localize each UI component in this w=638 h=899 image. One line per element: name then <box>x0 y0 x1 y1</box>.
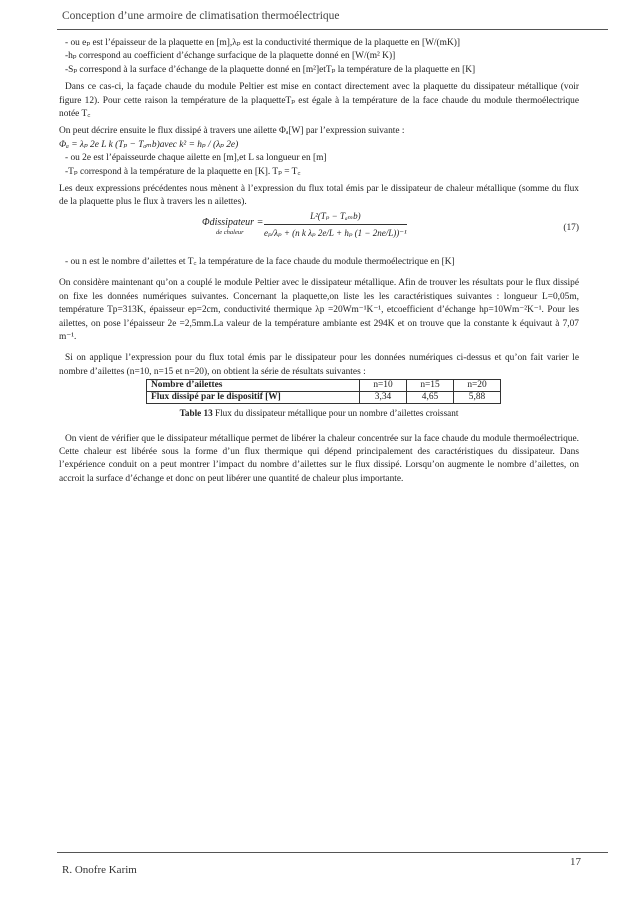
definition-line: - ou 2e est l’épaisseurde chaque ailette en [m],et L sa longueur en [m] <box>65 153 327 164</box>
equation-lhs-subscript: de chaleur <box>216 229 244 237</box>
table-cell: 4,65 <box>407 392 454 404</box>
page-number: 17 <box>570 856 581 868</box>
table-caption <box>59 407 579 420</box>
equation-number: (17) <box>563 222 579 233</box>
table-cell: Flux dissipé par le dispositif [W] <box>147 392 360 404</box>
definition-line: - ou eₚ est l’épaisseur de la plaquette en [m],λₚ est la conductivité thermique de la plaquette en [W/(mK)] <box>65 38 460 48</box>
paragraph: On peut décrire ensuite le flux dissipé à travers une ailette Φₐ[W] par l’expression suivante : <box>59 126 405 137</box>
table-cell: 3,34 <box>360 392 407 404</box>
equation-fraction <box>264 210 407 241</box>
table-cell: 5,88 <box>454 392 501 404</box>
table-row <box>147 380 501 392</box>
equation-denominator: eₚ/λₚ + (n k λₚ 2e/L + hₚ (1 − 2ne/L))⁻¹ <box>264 228 407 239</box>
table-cell: n=20 <box>454 380 501 392</box>
paragraph: Dans ce cas-ci, la façade chaude du module Peltier est mise en contact directement avec la plaquette du dissipateur métallique (voir figure 12). Pour cette raison la température de la plaquetteTₚ est égale à la température de la face chaude du module thermoélectrique notée T꜀ <box>59 82 579 120</box>
table-cell: Nombre d’ailettes <box>147 380 360 392</box>
equation-lhs: Φdissipateur = de chaleur <box>202 216 264 237</box>
definition-line: -Tₚ correspond à la température de la plaquette en [K]. Tₚ = T꜀ <box>65 166 301 177</box>
equation-total-flux <box>59 210 579 256</box>
caption-label: Table 13 <box>179 408 213 419</box>
paragraph: Les deux expressions précédentes nous mènent à l’expression du flux total émis par le dissipateur de chaleur métallique (somme du flux de la plaquette plus le flux à travers les n ailettes). <box>59 184 579 208</box>
paragraph: On vient de vérifier que le dissipateur métallique permet de libérer la chaleur concentrée sur la face chaude du module thermoélectrique. Cette chaleur est libérée sous la forme d’un flux thermique qui dépend principalement des caractéristiques du dissipateur. Dans l’expérience conduit on a peut montrer l’impact du nombre d’ailettes sur le flux dissipé. Lorsqu’on augmente le nombre d’ailettes, on accroit la surface d’échange et donc on peut libérer une quantité de chaleur plus importante. <box>59 433 579 484</box>
paragraph: Si on applique l’expression pour du flux total émis par le dissipateur pour les données numériques ci-dessus et qu’on fait varier le nombre d’ailettes (n=10, n=15 et n=20), on obtient la série de résultats suivantes : <box>59 353 579 377</box>
header-rule <box>57 29 608 30</box>
definition-line: -hₚ correspond au coefficient d’échange surfacique de la plaquette donné en [W/(m² K)] <box>65 51 396 62</box>
caption-text: Flux du dissipateur métallique pour un nombre d’ailettes croissant <box>214 408 459 419</box>
table-cell: n=10 <box>360 380 407 392</box>
definition-line: - ou n est le nombre d’ailettes et T꜀ la température de la face chaude du module thermoélectrique en [K] <box>65 256 455 267</box>
footer-rule <box>57 852 608 853</box>
definition-line: -Sₚ correspond à la surface d’échange de la plaquette donné en [m²]etTₚ la température de la plaquette en [K] <box>65 64 476 75</box>
results-table <box>146 379 501 404</box>
running-header: Conception d’une armoire de climatisation thermoélectrique <box>62 10 340 22</box>
table-cell: n=15 <box>407 380 454 392</box>
equation-fin-flux: Φₐ = λₚ 2e L k (Tₚ − Tₐₘb)avec k² = hₚ / (λₚ 2e) <box>59 139 239 150</box>
footer-author: R. Onofre Karim <box>62 864 137 876</box>
table-row <box>147 392 501 404</box>
equation-numerator: L²(Tₚ − Tₐₘb) <box>264 210 407 225</box>
page-body <box>59 37 579 486</box>
equation-lhs-symbol: Φdissipateur <box>202 216 255 228</box>
paragraph: On considère maintenant qu’on a couplé le module Peltier avec le dissipateur métallique. Afin de trouver les résultats pour le flux dissipé on fixe les données numériques suivantes. Concernant la plaquette,on liste les les caractéristiques suivantes : longueur L=0,05m, température Tp=313K, épaisseur ep=2cm, conductivité thermique λp =20Wm⁻¹K⁻¹, etcoefficient d’échange hp=10Wm⁻²K⁻¹. Pour les ailettes, on pose l’épaisseur 2e =2,5mm.La valeur de la température ambiante est 294K et on trouve que la constante k équivaut à 7,07 m⁻¹. <box>59 278 579 342</box>
